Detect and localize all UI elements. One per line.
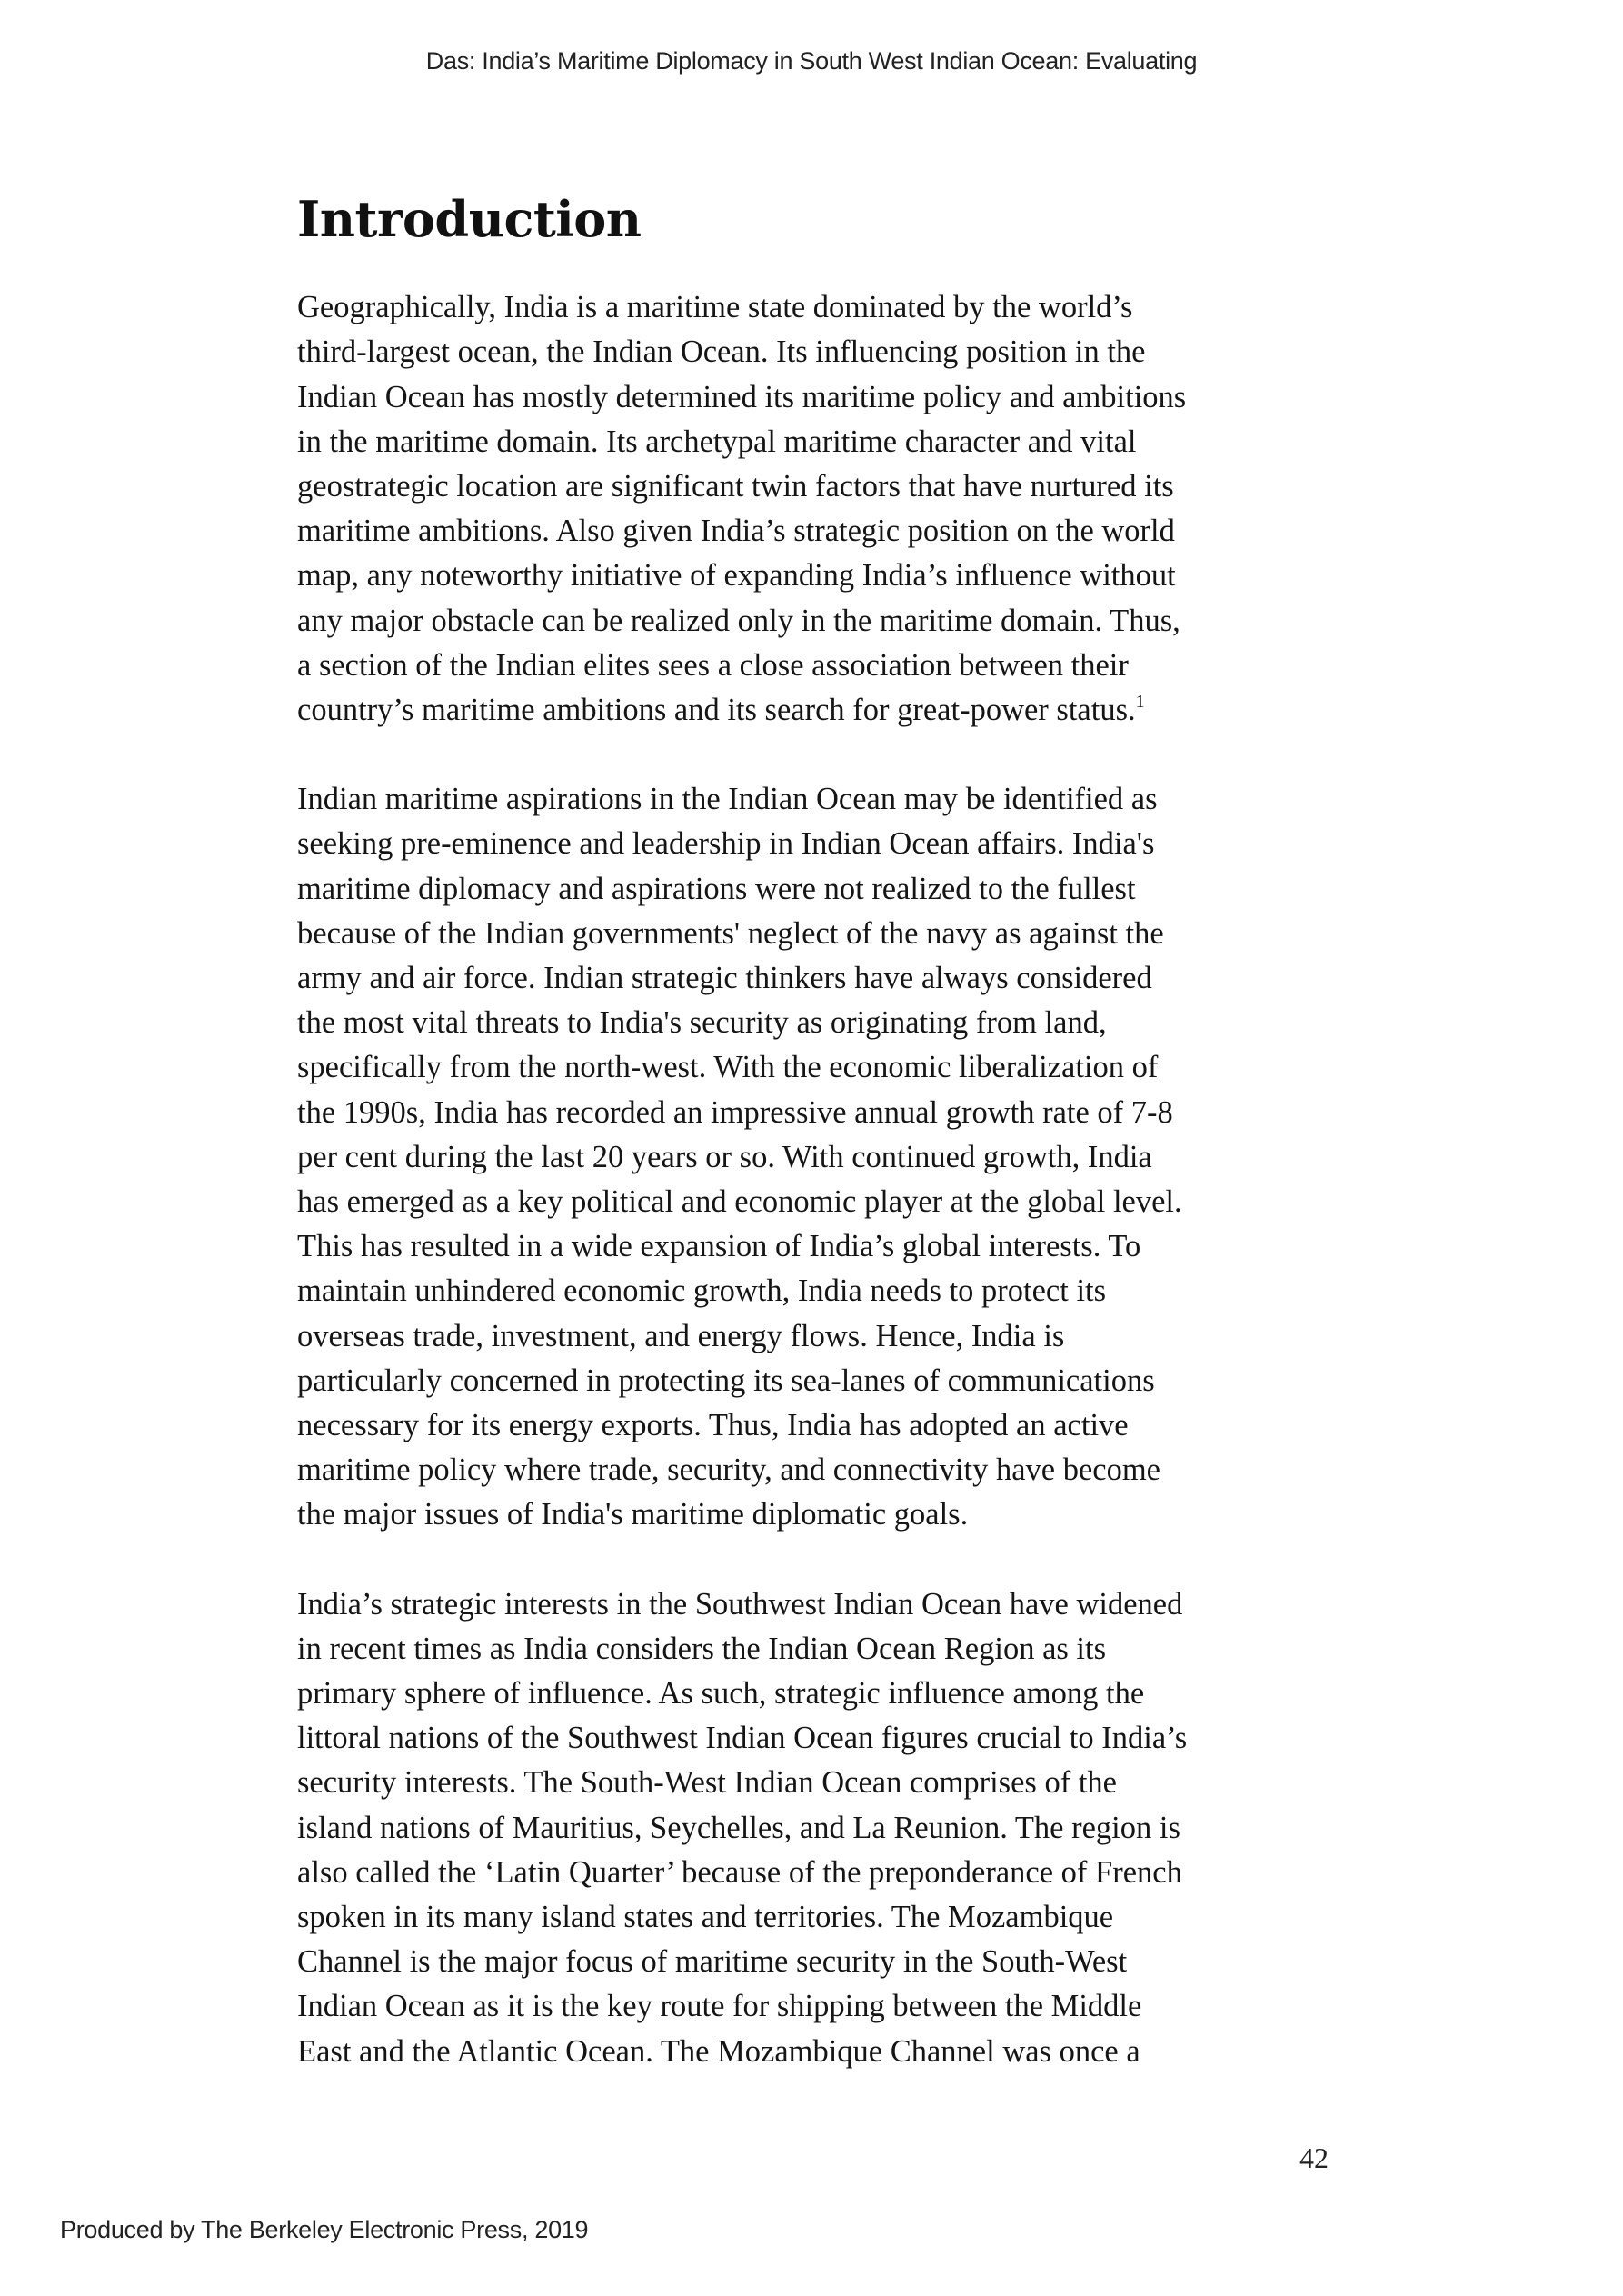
text-line: Indian Ocean as it is the key route for shipping between the Middle	[297, 1989, 1142, 2024]
text-line: Channel is the major focus of maritime security in the South-West	[297, 1944, 1128, 1980]
text-line: seeking pre-eminence and leadership in Indian Ocean affairs. India's	[297, 826, 1155, 862]
text-line: the major issues of India's maritime diplomatic goals.	[297, 1497, 969, 1532]
text-line: maintain unhindered economic growth, India needs to protect its	[297, 1273, 1107, 1309]
text-line: island nations of Mauritius, Seychelles, and La Reunion. The region is	[297, 1810, 1180, 1845]
text-line: third-largest ocean, the Indian Ocean. Its influencing position in the	[297, 334, 1146, 370]
text-line: necessary for its energy exports. Thus, India has adopted an active	[297, 1407, 1129, 1442]
text-line: army and air force. Indian strategic thinkers have always considered	[297, 960, 1152, 995]
text-line: also called the ‘Latin Quarter’ because of the preponderance of French	[297, 1854, 1182, 1890]
text-line: any major obstacle can be realized only in the maritime domain. Thus,	[297, 603, 1180, 638]
text-line: has emerged as a key political and economic player at the global level.	[297, 1183, 1182, 1219]
running-header: Das: India’s Maritime Diplomacy in South West Indian Ocean: Evaluating	[425, 47, 1198, 75]
text-line: geostrategic location are significant twin factors that have nurtured its	[297, 468, 1174, 504]
section-heading: Introduction	[297, 190, 642, 248]
text-line: a section of the Indian elites sees a close association between their	[297, 647, 1129, 683]
text-line: the most vital threats to India's security as originating from land,	[297, 1005, 1107, 1041]
text-line: in recent times as India considers the Indian Ocean Region as its	[297, 1631, 1107, 1666]
paragraph-2	[297, 777, 1369, 1537]
text-line: East and the Atlantic Ocean. The Mozambique Channel was once a	[297, 2033, 1140, 2069]
text-line: littoral nations of the Southwest Indian Ocean figures crucial to India’s	[297, 1721, 1188, 1756]
text-line: the 1990s, India has recorded an impressive annual growth rate of 7-8	[297, 1094, 1173, 1130]
text-line: per cent during the last 20 years or so. With continued growth, India	[297, 1139, 1152, 1174]
text-line: maritime diplomacy and aspirations were not realized to the fullest	[297, 871, 1136, 906]
paragraph-1	[297, 285, 1369, 733]
text-line: overseas trade, investment, and energy flows. Hence, India is	[297, 1318, 1065, 1353]
paragraph-3	[297, 1582, 1369, 2074]
text-line: Indian maritime aspirations in the Indian Ocean may be identified as	[297, 782, 1158, 817]
text-line: in the maritime domain. Its archetypal maritime character and vital	[297, 424, 1137, 459]
text-line: maritime ambitions. Also given India’s strategic position on the world	[297, 514, 1175, 549]
text-line: This has resulted in a wide expansion of India’s global interests. To	[297, 1229, 1141, 1264]
text-line: particularly concerned in protecting its sea-lanes of communications	[297, 1363, 1155, 1398]
text-line: map, any noteworthy initiative of expanding India’s influence without	[297, 558, 1176, 594]
text-line: Indian Ocean has mostly determined its maritime policy and ambitions	[297, 379, 1187, 414]
text-line: primary sphere of influence. As such, strategic influence among the	[297, 1675, 1145, 1711]
text-line-with-footnote	[297, 688, 1369, 733]
text-line: country’s maritime ambitions and its search for great-power status.	[297, 692, 1136, 727]
publisher-footer: Produced by The Berkeley Electronic Press, 2019	[60, 2216, 589, 2243]
article-body	[297, 191, 1369, 2119]
footnote-marker[interactable]: 1	[1135, 691, 1145, 712]
text-line: India’s strategic interests in the Southwest Indian Ocean have widened	[297, 1586, 1183, 1622]
text-line: security interests. The South-West Indian Ocean comprises of the	[297, 1765, 1117, 1801]
text-line: maritime policy where trade, security, and connectivity have become	[297, 1452, 1160, 1488]
text-line: Geographically, India is a maritime state dominated by the world’s	[297, 290, 1133, 325]
page-number: 42	[1299, 2141, 1329, 2174]
text-line: specifically from the north-west. With the economic liberalization of	[297, 1050, 1159, 1085]
text-line: because of the Indian governments' neglect of the navy as against the	[297, 915, 1164, 951]
text-line: spoken in its many island states and territories. The Mozambique	[297, 1900, 1114, 1934]
